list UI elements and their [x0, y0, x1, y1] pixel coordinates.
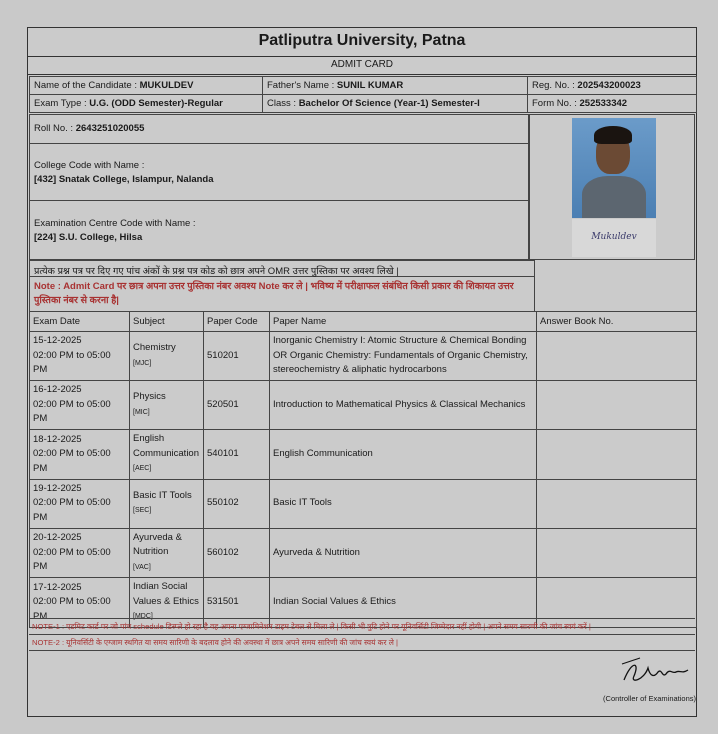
- subject-cell: English Communication [AEC]: [130, 430, 204, 480]
- paper-name-cell: English Communication: [270, 430, 537, 480]
- exam-date-cell: 18-12-2025 02:00 PM to 05:00 PM: [30, 430, 130, 480]
- exam-date-cell: 19-12-2025 02:00 PM to 05:00 PM: [30, 479, 130, 528]
- exam-date-cell: 16-12-2025 02:00 PM to 05:00 PM: [30, 381, 130, 430]
- paper-code-cell: 531501: [204, 578, 270, 628]
- photo-box: [529, 114, 695, 260]
- paper-code-cell: 560102: [204, 528, 270, 578]
- table-row: [30, 430, 697, 480]
- instructions: [29, 260, 535, 312]
- college-row: College Code with Name : [432] Snatak College, Islampur, Nalanda: [29, 143, 529, 201]
- omr-instruction: प्रत्येक प्रश्न पत्र पर दिए गए पांच अंकों के प्रश्न पत्र कोड को छात्र अपने OMR उत्तर पुस्तिका पर अवश्य लिखे |: [29, 260, 535, 277]
- father-name-cell: Father's Name : SUNIL KUMAR: [263, 77, 528, 95]
- answer-book-cell: [537, 332, 697, 381]
- header-subject: Subject: [130, 312, 204, 332]
- class-name: Bachelor Of Science (Year-1) Semester-I: [298, 98, 480, 109]
- exam-schedule-table: [29, 311, 697, 628]
- subject-cell: Indian Social Values & Ethics [MDC]: [130, 578, 204, 628]
- college-name: [432] Snatak College, Islampur, Nalanda: [34, 174, 214, 185]
- centre-row: Examination Centre Code with Name : [224] S.U. College, Hilsa: [29, 200, 529, 260]
- paper-code-cell: 550102: [204, 479, 270, 528]
- roll-no: 2643251020055: [75, 123, 145, 134]
- form-no-cell: Form No. : 252533342: [528, 95, 697, 113]
- answer-book-cell: [537, 479, 697, 528]
- header-paper-name: Paper Name: [270, 312, 537, 332]
- footer-notes: [29, 618, 695, 651]
- table-row: [30, 332, 697, 381]
- candidate-name: MUKULDEV: [139, 80, 194, 91]
- admit-card: [27, 27, 697, 717]
- exam-date-cell: 20-12-2025 02:00 PM to 05:00 PM: [30, 528, 130, 578]
- paper-name-cell: Introduction to Mathematical Physics & Classical Mechanics: [270, 381, 537, 430]
- document-title: ADMIT CARD: [28, 56, 696, 75]
- subject-cell: Ayurveda & Nutrition [VAC]: [130, 528, 204, 578]
- roll-no-row: Roll No. : 2643251020055: [29, 114, 529, 144]
- exam-type-cell: Exam Type : U.G. (ODD Semester)-Regular: [30, 95, 263, 113]
- reg-no: 202543200023: [577, 80, 641, 91]
- answer-book-cell: [537, 381, 697, 430]
- exam-date-cell: 15-12-2025 02:00 PM to 05:00 PM: [30, 332, 130, 381]
- paper-code-cell: 540101: [204, 430, 270, 480]
- candidate-details: [29, 114, 529, 260]
- paper-name-cell: Inorganic Chemistry I: Atomic Structure & Chemical Bonding OR Organic Chemistry: Fundamentals of Organic Chemistry, stereochemistry & aliphatic hydrocarbons: [270, 332, 537, 381]
- candidate-signature: Mukuldev: [572, 219, 656, 257]
- reg-no-cell: Reg. No. : 202543200023: [528, 77, 697, 95]
- exam-type: U.G. (ODD Semester)-Regular: [89, 98, 223, 109]
- father-name: SUNIL KUMAR: [336, 80, 404, 91]
- table-row: [30, 528, 697, 578]
- subject-cell: Chemistry [MJC]: [130, 332, 204, 381]
- header-paper-code: Paper Code: [204, 312, 270, 332]
- note-1: NOTE-1 : एडमिट कार्ड पर जो पांच schedule डिस्प्ले हो रहा है वह अपना एग्जामिनेशन टाइम टेबल से मिला ले | किसी भी त्रुटि होने पर यूनिवर्सिटी जिम्मेदार नहीं होगी | अपने समय सारणी की जांच स्वयं करें |: [29, 618, 695, 635]
- subject-cell: Physics [MIC]: [130, 381, 204, 430]
- controller-signature: [618, 650, 696, 690]
- subject-cell: Basic IT Tools [SEC]: [130, 479, 204, 528]
- answer-book-note: Note : Admit Card पर छात्र अपना उत्तर पुस्तिका नंबर अवश्य Note कर ले | भविष्य में परीक्षाफल संबंधित किसी प्रकार की शिकायत उत्तर पुस्तिका नंबर से करना है|: [29, 277, 535, 312]
- candidate-photo: [572, 118, 656, 218]
- form-no: 252533342: [579, 98, 628, 109]
- header-exam-date: Exam Date: [30, 312, 130, 332]
- candidate-name-cell: Name of the Candidate : MUKULDEV: [30, 77, 263, 95]
- paper-code-cell: 510201: [204, 332, 270, 381]
- answer-book-cell: [537, 430, 697, 480]
- class-cell: Class : Bachelor Of Science (Year-1) Semester-I: [263, 95, 528, 113]
- exam-date-cell: 17-12-2025 02:00 PM to 05:00 PM: [30, 578, 130, 628]
- centre-name: [224] S.U. College, Hilsa: [34, 232, 143, 243]
- controller-label: (Controller of Examinations): [603, 694, 696, 703]
- exam-table-header: [30, 312, 697, 332]
- paper-name-cell: Indian Social Values & Ethics: [270, 578, 537, 628]
- header-answer-book: Answer Book No.: [537, 312, 697, 332]
- candidate-info-table: [29, 76, 697, 113]
- paper-name-cell: Basic IT Tools: [270, 479, 537, 528]
- table-row: [30, 381, 697, 430]
- note-2: NOTE-2 : यूनिवर्सिटी के एग्जाम स्थगित या समय सारिणी के बदलाव होने की अवस्था में छात्र अपने समय सारिणी की जांच स्वयं कर ले |: [29, 635, 695, 651]
- table-row: [30, 479, 697, 528]
- answer-book-cell: [537, 528, 697, 578]
- university-title: Patliputra University, Patna: [28, 28, 696, 57]
- paper-code-cell: 520501: [204, 381, 270, 430]
- paper-name-cell: Ayurveda & Nutrition: [270, 528, 537, 578]
